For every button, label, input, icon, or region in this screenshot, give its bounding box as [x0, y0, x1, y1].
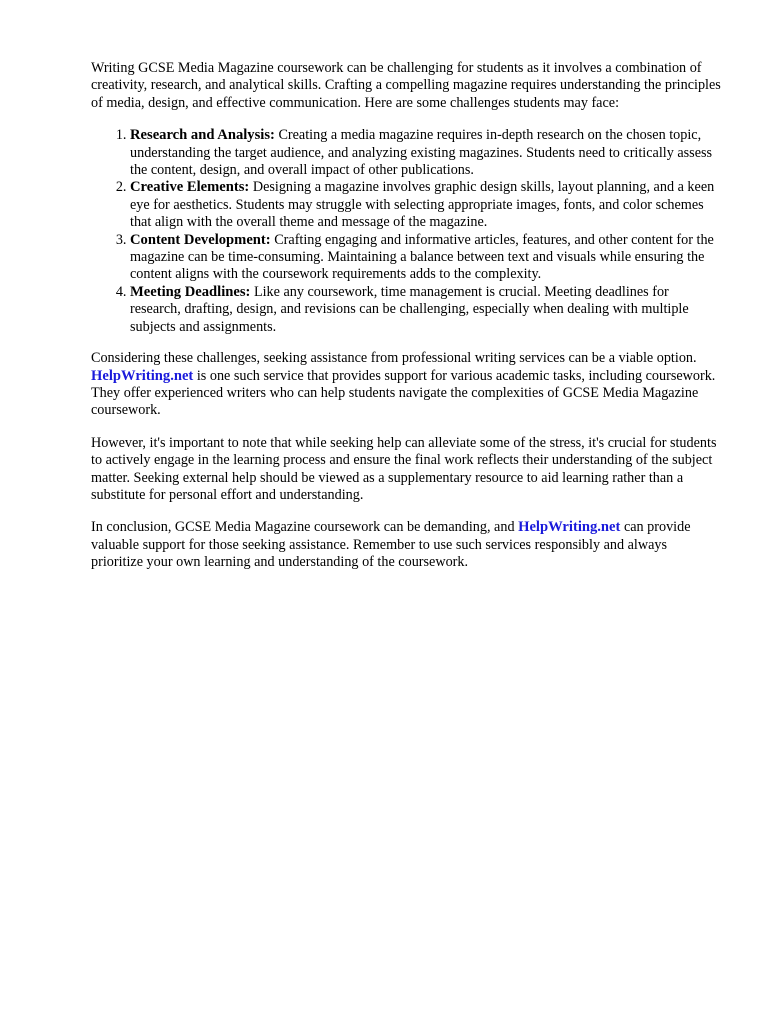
- challenge-term: Research and Analysis:: [130, 127, 275, 144]
- challenge-text: Crafting engaging and informative articles, features, and other content for the magazine can be time-consuming. Maintaining a balance between text and visuals while ensuring the content aligns with the coursework requirements adds to the complexity.: [130, 231, 714, 283]
- challenge-term: Creative Elements:: [130, 179, 250, 196]
- list-item: [130, 179, 721, 231]
- considering-text-after: is one such service that provides support for various academic tasks, including coursework. They offer experienced writers who can help students navigate the complexities of GCSE Media Magazine coursework.: [91, 367, 716, 419]
- challenge-term: Content Development:: [130, 231, 271, 248]
- list-item: [130, 232, 721, 284]
- intro-paragraph: Writing GCSE Media Magazine coursework can be challenging for students as it involves a combination of creativity, research, and analytical skills. Crafting a compelling magazine requires understanding the principles of media, design, and effective communication. Here are some challenges students may face:: [91, 60, 721, 111]
- challenge-text: Creating a media magazine requires in-depth research on the chosen topic, understanding the target audience, and analyzing existing magazines. Students need to critically assess the content, design, and overall impact of other publications.: [130, 127, 713, 179]
- challenge-text: Designing a magazine involves graphic design skills, layout planning, and a keen eye for aesthetics. Students may struggle with selecting appropriate images, fonts, and color schemes that align with the overall theme and message of the magazine.: [130, 179, 715, 231]
- list-item: [130, 284, 721, 336]
- helpwriting-link[interactable]: HelpWriting.net: [91, 367, 194, 384]
- however-paragraph: However, it's important to note that while seeking help can alleviate some of the stress, it's crucial for students to actively engage in the learning process and ensure the final work reflects their understanding of the subject matter. Seeking external help should be viewed as a supplementary resource to aid learning rather than a substitute for personal effort and understanding.: [91, 434, 717, 503]
- conclusion-paragraph: [91, 519, 721, 571]
- challenge-term: Meeting Deadlines:: [130, 283, 251, 300]
- helpwriting-link[interactable]: HelpWriting.net: [518, 519, 621, 536]
- considering-text-before: Considering these challenges, seeking assistance from professional writing services can be a viable option.: [91, 350, 697, 367]
- challenges-list: [91, 127, 721, 336]
- considering-paragraph: [91, 350, 721, 420]
- conclusion-text-after: can provide valuable support for those seeking assistance. Remember to use such services responsibly and always prioritize your own learning and understanding of the coursework.: [91, 519, 691, 571]
- challenge-text: Like any coursework, time management is crucial. Meeting deadlines for research, drafting, design, and revisions can be challenging, especially when dealing with multiple subjects and assignments.: [130, 283, 689, 335]
- document-page: [91, 60, 721, 587]
- conclusion-text-before: In conclusion, GCSE Media Magazine coursework can be demanding, and: [91, 519, 519, 536]
- list-item: [130, 127, 721, 179]
